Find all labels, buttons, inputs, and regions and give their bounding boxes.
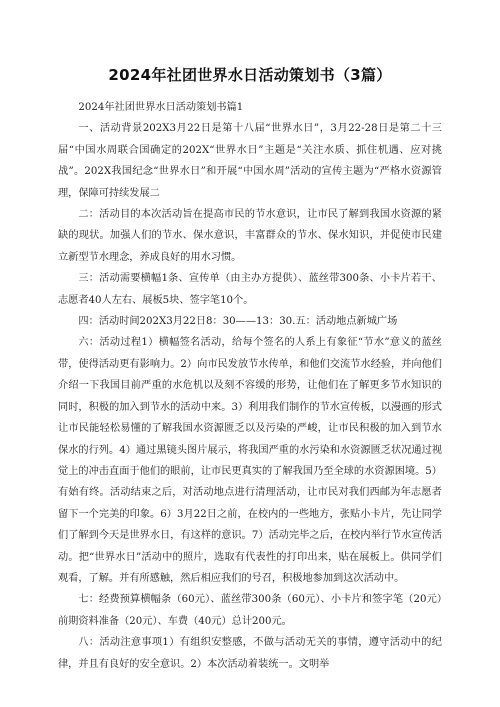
document-body — [58, 97, 442, 675]
paragraph-purpose: 二：活动目的本次活动旨在提高市民的节水意识，让市民了解到我国水资源的紧缺的现状。加强人们的节水、保水意识，丰富群众的节水、保水知识，并促使市民建立新型节水理念，养成良好的用水习惯。 — [58, 209, 442, 263]
paragraph-background: 一、活动背景202X3月22日是第十八届“世界水日”，3月22-28日是第二十三届“中国水周联合国确定的202X“世界水日”主题是“关注水质、抓住机遇、应对挑战”。202X我国纪念“世界水日”和开展“中国水周”活动的宣传主题为“严格水资源管理，保障可持续发展二 — [58, 123, 442, 199]
paragraph-notes: 八：活动注意事项1）有组织安整感，不做与活动无关的事情，遵守活动中的纪律，并且有良好的安全意识。2）本次活动着装统一。文明举 — [58, 637, 442, 670]
paragraph-budget: 七：经费预算横幅条（60元）、蓝丝带300条（60元）、小卡片和签字笔（20元）前期资料准备（20元）、车费（40元）总计200元。 — [58, 594, 442, 627]
paragraph-time-location: 四：活动时间202X3月22日8：30——13：30.五：活动地点新城广场 — [78, 316, 398, 328]
document-title: 2024年社团世界水日活动策划书（3篇） — [108, 66, 392, 84]
section-heading: 2024年社团世界水日活动策划书篇1 — [78, 102, 244, 113]
paragraph-process: 六：活动过程1）横幅签名活动，给每个签名的人系上有象征“节水”意义的蓝丝带，使得活动更有影响力。2）向市民发放节水传单，和他们交流节水经验，并向他们介绍一下我国目前严重的水危机以及刻不容缓的形势，让他们在了解更多节水知识的同时，积极的加入到节水的活动中来。3）利用我们制作的节水宣传板，以漫画的形式让市民能轻松易懂的了解我国水资源匮乏以及污染的严峻，让市民积极的加入到节水保水的行列。4）通过黑镜头图片展示，将我国严重的水污染和水资源匮乏状况通过视觉上的冲击直面于他们的眼前，让市民更真实的了解我国乃至全球的水资源困境。5）有始有终。活动结束之后，对活动地点进行清理活动，让市民对我们西邮为年志愿者留下一个完美的印象。6）3月22日之前，在校内的一些地方，张贴小卡片，先让同学们了解到今天是世界水日，有这样的意识。7）活动完毕之后，在校内举行节水宣传活动。把“世界水日”活动中的照片，选取有代表性的打印出来，贴在展板上。供同学们观看，了解。并有所感触，然后相应我们的号召，积极地参加到这次活动中。 — [58, 337, 442, 584]
paragraph-materials: 三：活动需要横幅1条、宣传单（由主办方提供）、蓝丝带300条、小卡片若干、志愿者40人左右、展板5块、签字笔10个。 — [58, 273, 442, 306]
